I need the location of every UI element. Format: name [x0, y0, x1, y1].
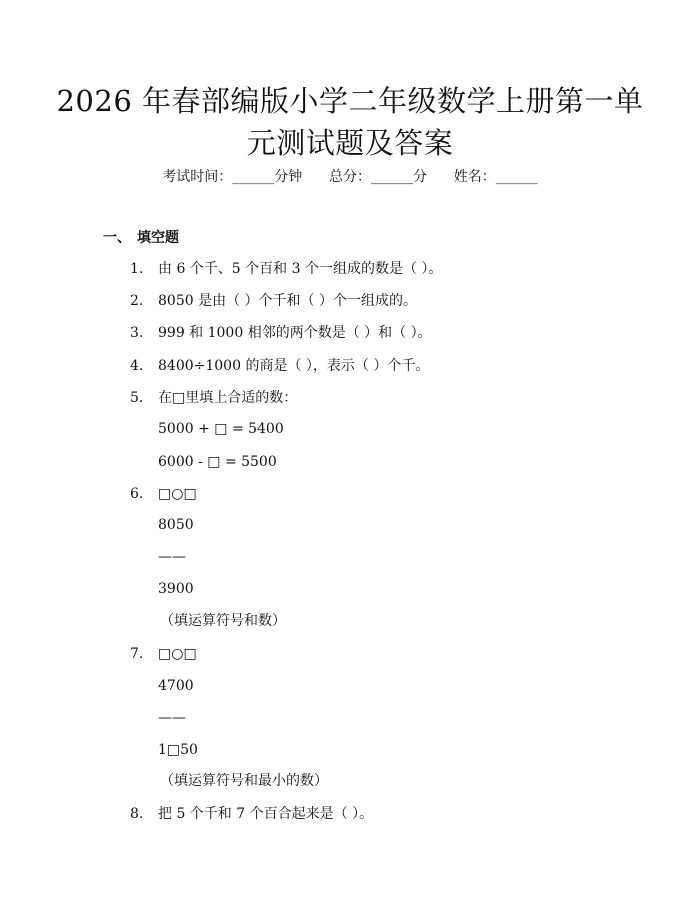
section-heading	[103, 228, 179, 248]
question-3	[130, 323, 432, 343]
section-title: 填空题	[137, 230, 179, 246]
document-title	[0, 80, 700, 164]
question-2	[130, 291, 417, 311]
question-number: 4.	[130, 358, 144, 374]
question-number: 7.	[130, 646, 144, 662]
question-number: 5.	[130, 390, 144, 406]
section-number: 一、	[103, 230, 131, 246]
question-5	[130, 388, 297, 408]
title-line-2: 元测试题及答案	[246, 126, 454, 160]
q6-line-1: 8050	[158, 517, 194, 533]
question-8	[130, 804, 373, 824]
question-number: 8.	[130, 806, 144, 822]
question-text: 8050 是由（ ）个千和（ ）个一组成的。	[158, 293, 417, 309]
q5-equation-2: 6000 - □ = 5500	[158, 454, 277, 470]
question-text: □○□	[158, 486, 197, 502]
question-text: □○□	[158, 646, 197, 662]
question-number: 3.	[130, 325, 144, 341]
question-number: 1.	[130, 261, 144, 277]
question-text: 把 5 个千和 7 个百合起来是（ ）。	[158, 806, 374, 822]
q7-line-3: 1□50	[158, 742, 198, 758]
question-4	[130, 356, 429, 376]
q5-equation-1: 5000 + □ = 5400	[158, 421, 284, 437]
question-6	[130, 484, 197, 504]
exam-info-line: 考试时间：______分钟 总分：______分 姓名：______	[162, 169, 538, 185]
question-text: 由 6 个千、5 个百和 3 个一组成的数是（ ）。	[158, 261, 443, 277]
question-number: 6.	[130, 486, 144, 502]
title-line-1: 2026 年春部编版小学二年级数学上册第一单	[56, 84, 644, 118]
q7-line-2: ——	[158, 710, 186, 726]
question-text: 在□里填上合适的数：	[158, 390, 298, 406]
question-text: 999 和 1000 相邻的两个数是（ ）和（ ）。	[158, 325, 432, 341]
q7-note: （填运算符号和最小的数）	[160, 773, 328, 789]
q7-line-1: 4700	[158, 678, 194, 694]
question-1	[130, 259, 442, 279]
q6-line-3: 3900	[158, 581, 194, 597]
question-number: 2.	[130, 293, 144, 309]
question-7	[130, 644, 197, 664]
question-text: 8400÷1000 的商是（ ），表示（ ）个千。	[158, 358, 430, 374]
q6-note: （填运算符号和数）	[160, 613, 286, 629]
q6-line-2: ——	[158, 549, 186, 565]
